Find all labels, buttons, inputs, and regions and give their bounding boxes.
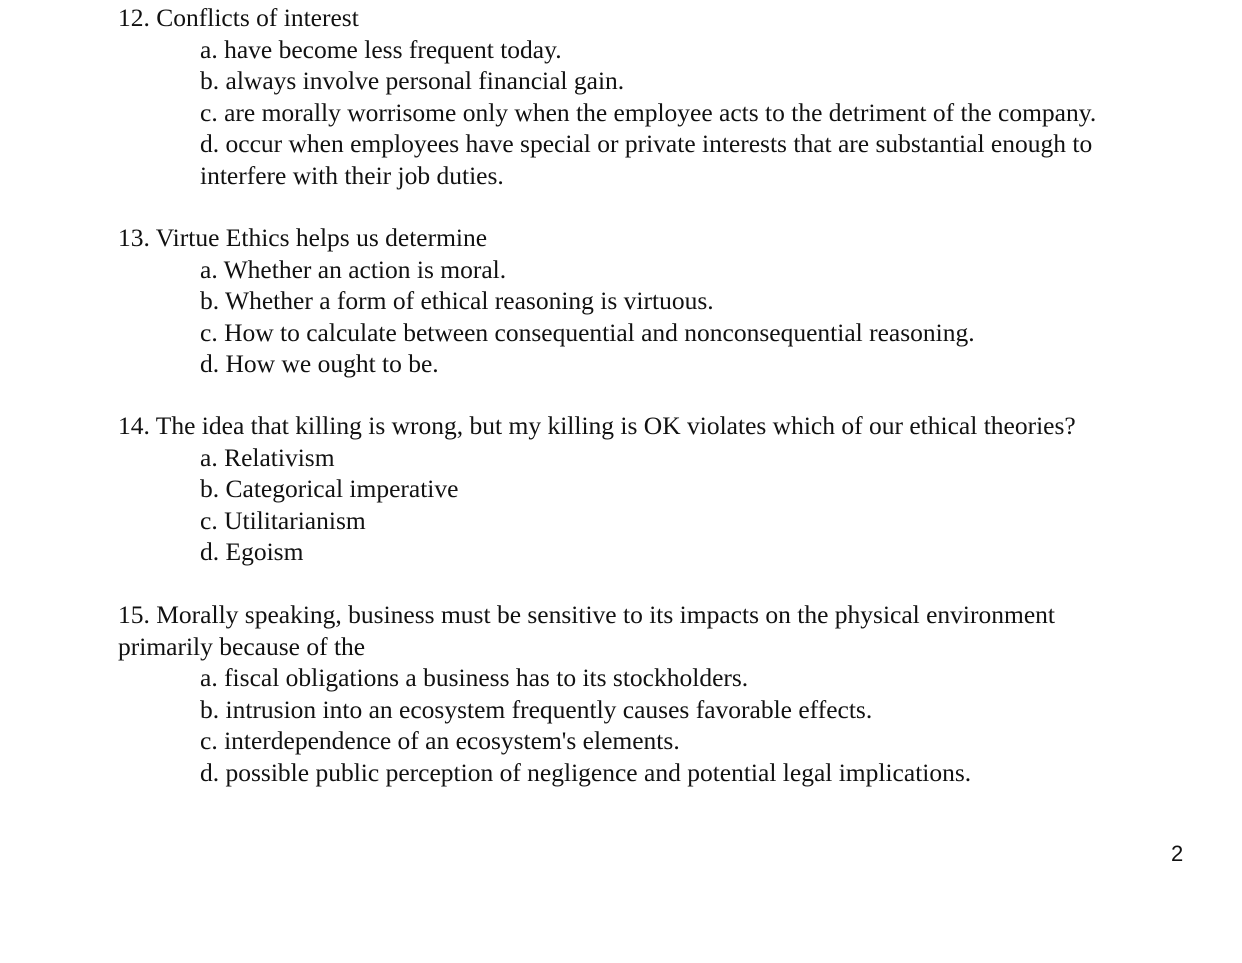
option-a: a. have become less frequent today. xyxy=(200,34,562,64)
question-12 xyxy=(118,2,1178,191)
option-b: b. always involve personal financial gain. xyxy=(200,66,625,95)
page-number: 2 xyxy=(1171,841,1184,866)
question-13 xyxy=(118,222,1178,380)
option-c: c. interdependence of an ecosystem's elements. xyxy=(200,726,680,755)
option-a: a. Relativism xyxy=(200,442,335,472)
option-d: d. How we ought to be. xyxy=(200,349,439,378)
option-c: c. How to calculate between consequential and nonconsequential reasoning. xyxy=(200,317,975,347)
answer-options xyxy=(118,442,1178,568)
option-a: a. fiscal obligations a business has to its stockholders. xyxy=(200,663,749,692)
option-d: d. possible public perception of negligence and potential legal implications. xyxy=(200,757,972,787)
option-b: b. intrusion into an ecosystem frequently causes favorable effects. xyxy=(200,694,873,724)
option-d: d. occur when employees have special or private interests that are substantial enough to interfere with their job duties. xyxy=(200,129,1093,190)
question-stem: 14. The idea that killing is wrong, but my killing is OK violates which of our ethical theories? xyxy=(118,411,1076,440)
option-b: b. Categorical imperative xyxy=(200,474,459,503)
question-15 xyxy=(118,599,1178,788)
option-b: b. Whether a form of ethical reasoning is virtuous. xyxy=(200,286,714,315)
question-14 xyxy=(118,410,1178,568)
question-stem: 13. Virtue Ethics helps us determine xyxy=(118,223,488,252)
answer-options xyxy=(118,254,1178,380)
option-a: a. Whether an action is moral. xyxy=(200,254,507,284)
option-c: c. are morally worrisome only when the employee acts to the detriment of the company. xyxy=(200,97,1097,127)
question-stem: 15. Morally speaking, business must be sensitive to its impacts on the physical environment primarily because of the xyxy=(118,600,1056,661)
answer-options xyxy=(118,34,1178,192)
question-stem: 12. Conflicts of interest xyxy=(118,3,359,32)
option-d: d. Egoism xyxy=(200,537,304,566)
option-c: c. Utilitarianism xyxy=(200,505,366,535)
answer-options xyxy=(118,662,1178,788)
